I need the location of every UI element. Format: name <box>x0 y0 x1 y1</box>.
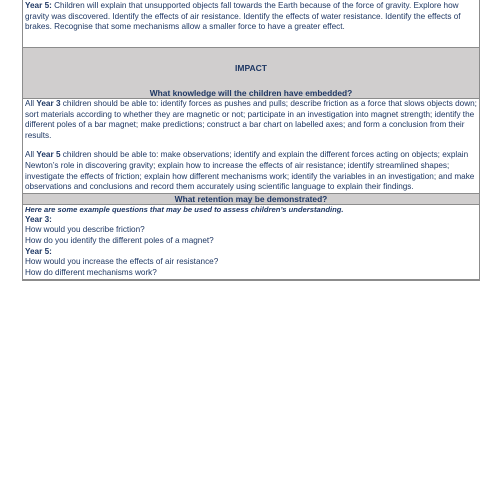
retention-section <box>23 205 479 281</box>
impact-title: IMPACT <box>235 63 267 73</box>
retention-intro: Here are some example questions that may be used to assess children’s understanding. <box>25 204 344 214</box>
knowledge-year3-paragraph <box>25 99 477 141</box>
knowledge-section <box>23 99 479 193</box>
retention-question: How would you increase the effects of air resistance? <box>25 257 219 267</box>
retention-year5-label: Year 5: <box>25 246 52 256</box>
retention-year3-label: Year 3: <box>25 214 52 224</box>
retention-question: How do different mechanisms work? <box>25 267 157 277</box>
knowledge-year3-prefix: All <box>25 99 37 108</box>
year5-label: Year 5: <box>25 1 52 10</box>
knowledge-year3-label: Year 3 <box>36 99 61 108</box>
retention-header: What retention may be demonstrated? <box>23 193 479 205</box>
curriculum-table <box>22 0 480 281</box>
retention-question: How would you describe friction? <box>25 225 145 235</box>
knowledge-year5-paragraph <box>25 150 477 192</box>
year5-objectives-text: Children will explain that unsupported objects fall towards the Earth because of the force of gravity. Explore how gravity was discovered. Identify the effects of air resistance. Identify the effects of water resistance. Identify the effects of brakes. Recognise that some mechanisms allow a smaller force to have a greater effect. <box>25 1 461 32</box>
knowledge-year3-text: children should be able to: identify forces as pushes and pulls; describe friction as a force that slows objects down; sort materials according to whether they are magnetic or not; participate in an investigation into magnet strength; identify the different poles of a bar magnet; make predictions; construct a bar chart on labelled axes; and form a conclusion from their results. <box>25 99 477 140</box>
year5-objectives-row <box>23 0 479 48</box>
knowledge-year5-text: children should be able to: make observations; identify and explain the different forces acting on objects; explain Newton’s role in discovering gravity; explain how to increase the effects of air resistance; identify streamlined shapes; investigate the effects of friction; explain how different mechanisms work; identify the variables in an investigation; and make observations and conclusions and record them accurately using scientific language to explain their findings. <box>25 150 475 192</box>
paragraph-gap <box>25 141 477 150</box>
knowledge-year5-label: Year 5 <box>36 150 61 160</box>
knowledge-header: What knowledge will the children have embedded? <box>23 88 479 99</box>
impact-heading <box>23 48 479 88</box>
knowledge-year5-prefix: All <box>25 150 37 160</box>
retention-question: How do you identify the different poles of a magnet? <box>25 235 214 245</box>
